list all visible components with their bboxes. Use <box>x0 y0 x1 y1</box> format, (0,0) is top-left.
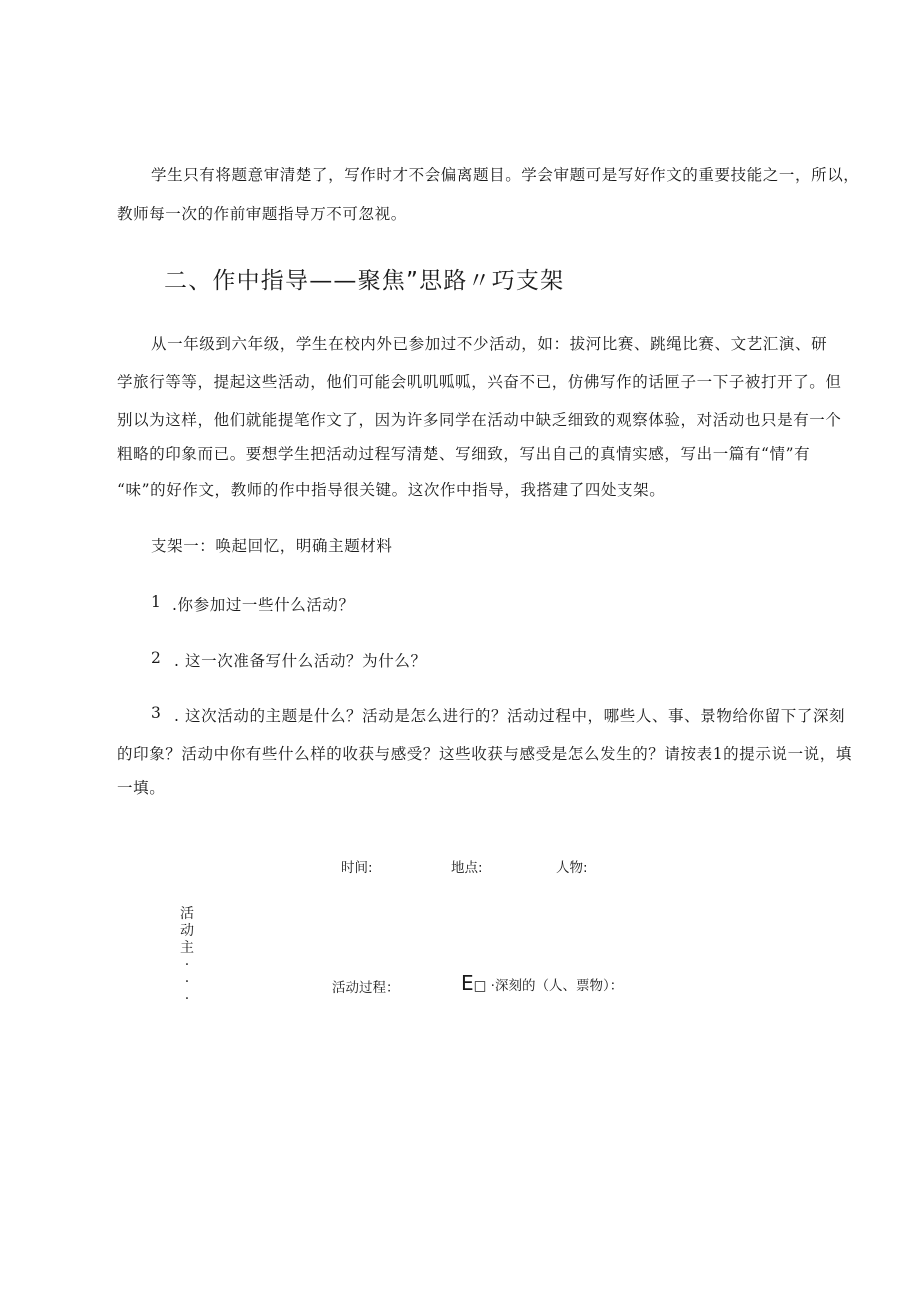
framework-title: 支架一：唤起回忆，明确主题材料 <box>151 537 393 555</box>
body-line-4: 粗略的印象而已。要想学生把活动过程写清楚、写细致，写出自己的真情实感，写出一篇有“情”有 <box>117 445 811 463</box>
form-impression-e: E <box>461 971 474 995</box>
question-3-line-3: 一填。 <box>117 779 166 797</box>
body-line-1: 从一年级到六年级，学生在校内外已参加过不少活动，如：拔河比赛、跳绳比赛、文艺汇演、研 <box>151 335 828 353</box>
body-line-3: 别以为这样，他们就能提笔作文了，因为许多同学在活动中缺乏细致的观察体验，对活动也只是有一个 <box>117 411 842 429</box>
form-impression-text: □ ·深刻的（人、票物）： <box>473 978 624 994</box>
intro-line-1: 学生只有将题意审清楚了，写作时才不会偏离题目。学会审题可是写好作文的重要技能之一，所以， <box>151 166 860 184</box>
form-theme-char: 动 <box>180 923 194 939</box>
form-theme-char: · <box>184 957 190 973</box>
form-place-label: 地点: <box>451 860 483 876</box>
form-theme-vertical-label <box>178 906 196 1008</box>
question-3-line-2: 的印象？活动中你有些什么样的收获与感受？这些收获与感受是怎么发生的？请按表1的提示说一说，填 <box>117 745 852 763</box>
form-people-label: 人物: <box>556 860 588 876</box>
section-heading: 二、作中指导——聚焦”思路〃巧支架 <box>164 268 565 294</box>
body-line-5: “味”的好作文，教师的作中指导很关键。这次作中指导，我搭建了四处支架。 <box>117 481 666 499</box>
form-time-label: 时间: <box>341 860 373 876</box>
question-3-text: . 这次活动的主题是什么？活动是怎么进行的？活动过程中，哪些人、事、景物给你留下了深刻 <box>174 707 846 725</box>
question-3-number: 3 <box>151 704 161 722</box>
form-theme-char: 主 <box>180 940 194 956</box>
form-process-label: 活动过程： <box>332 980 400 996</box>
question-1-text: .你参加过一些什么活动？ <box>172 596 355 614</box>
question-2-number: 2 <box>151 649 161 667</box>
form-theme-char: · <box>184 991 190 1007</box>
form-impression-label <box>461 971 623 995</box>
intro-line-2: 教师每一次的作前审题指导万不可忽视。 <box>117 205 407 223</box>
question-2-text: . 这一次准备写什么活动？为什么？ <box>174 652 427 670</box>
question-1-number: 1 <box>151 593 161 611</box>
form-theme-char: · <box>184 974 190 990</box>
form-theme-char: 活 <box>180 906 194 922</box>
body-line-2: 学旅行等等，提起这些活动，他们可能会叽叽呱呱，兴奋不已，仿佛写作的话匣子一下子被打开了。但 <box>117 373 842 391</box>
